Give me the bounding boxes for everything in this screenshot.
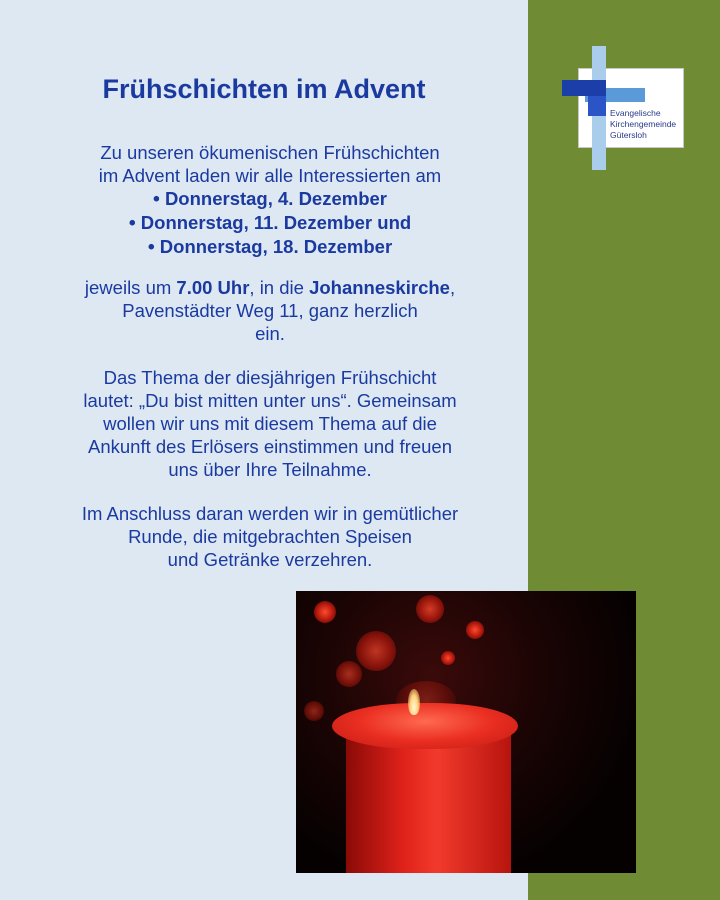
date-text: Donnerstag, 4. Dezember	[164, 188, 388, 209]
theme-line: Das Thema der diesjährigen Frühschicht	[103, 367, 437, 388]
bokeh-light	[466, 621, 484, 639]
logo-line-3: Gütersloh	[610, 130, 647, 140]
bokeh-light	[336, 661, 362, 687]
bokeh-light	[356, 631, 396, 671]
date-text: Donnerstag, 11. Dezember und	[140, 212, 412, 233]
candle-top	[332, 703, 518, 749]
location-line-1	[30, 276, 510, 299]
bokeh-light	[314, 601, 336, 623]
theme-line: lautet: „Du bist mitten unter uns“. Gemeinsam	[83, 390, 457, 411]
theme-line: wollen wir uns mit diesem Thema auf die	[103, 413, 437, 434]
theme-block	[30, 366, 510, 481]
bokeh-light	[304, 701, 324, 721]
location-line-2: Pavenstädter Weg 11, ganz herzlich	[122, 300, 418, 321]
event-time: 7.00 Uhr	[176, 277, 250, 298]
logo-bar-dark	[562, 80, 606, 96]
intro-block	[30, 141, 510, 259]
location-middle: , in die	[249, 277, 310, 298]
intro-line-2: im Advent laden wir alle Interessierten am	[98, 165, 442, 186]
closing-line: Im Anschluss daran werden wir in gemütlicher	[81, 503, 459, 524]
candle-photo	[296, 591, 636, 873]
bullet-icon: •	[147, 236, 155, 258]
date-item-3	[30, 235, 510, 259]
location-block	[30, 276, 510, 345]
bokeh-light	[416, 595, 444, 623]
logo-line-2: Kirchengemeinde	[610, 119, 677, 129]
theme-line: uns über Ihre Teilnahme.	[168, 459, 372, 480]
date-item-2	[30, 211, 510, 235]
intro-line-1: Zu unseren ökumenischen Frühschichten	[100, 142, 440, 163]
bullet-icon: •	[128, 212, 136, 234]
bokeh-light	[441, 651, 455, 665]
location-line-3: ein.	[255, 323, 285, 344]
candle-body	[346, 731, 511, 873]
closing-line: Runde, die mitgebrachten Speisen	[128, 526, 412, 547]
logo-line-1: Evangelische	[610, 108, 661, 118]
closing-line: und Getränke verzehren.	[167, 549, 373, 570]
page-title: Frühschichten im Advent	[102, 74, 426, 104]
logo-text	[610, 108, 682, 141]
location-suffix: ,	[449, 277, 456, 298]
location-prefix: jeweils um	[84, 277, 177, 298]
church-name: Johanneskirche	[309, 277, 450, 298]
closing-block	[30, 502, 510, 571]
date-text: Donnerstag, 18. Dezember	[159, 236, 393, 257]
flame-icon	[408, 689, 420, 715]
logo-square	[588, 96, 606, 116]
theme-line: Ankunft des Erlösers einstimmen und freuen	[87, 436, 453, 457]
date-item-1	[30, 187, 510, 211]
bullet-icon: •	[152, 188, 160, 210]
